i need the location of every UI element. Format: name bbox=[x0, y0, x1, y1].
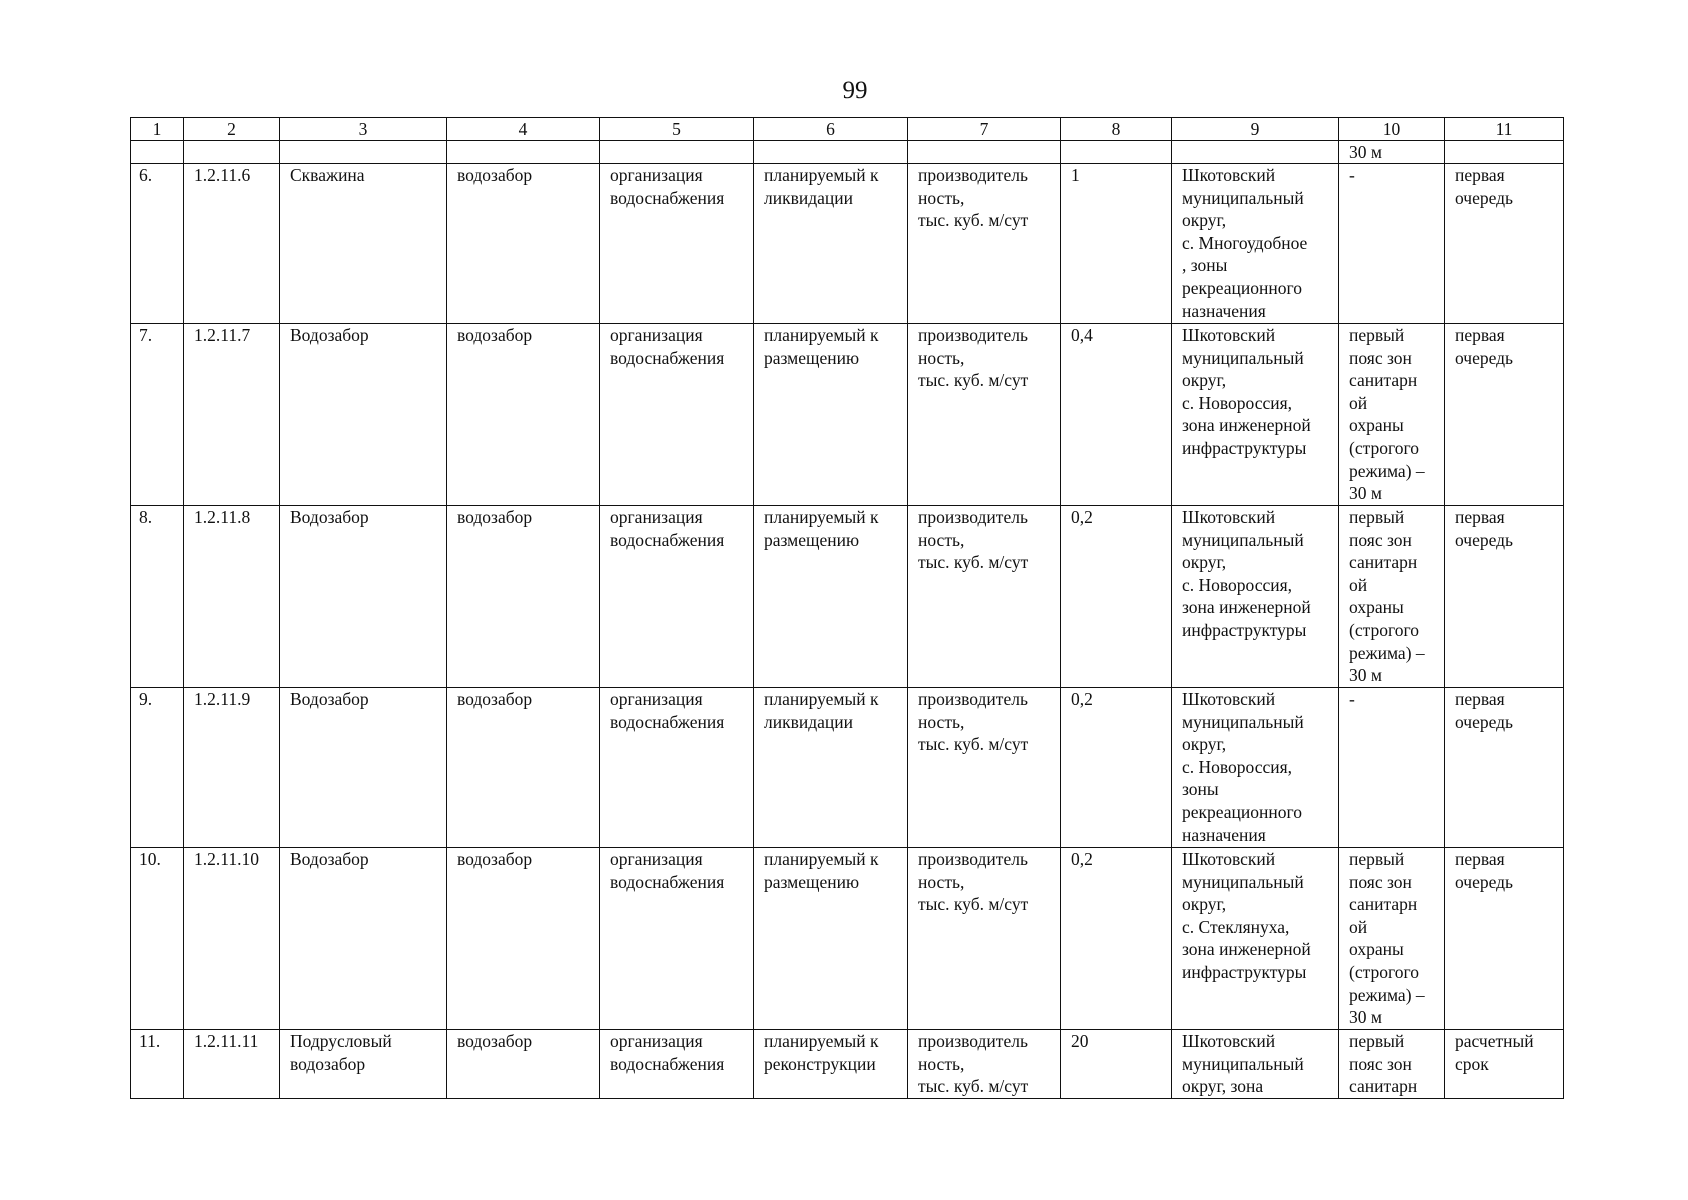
location-cell: Шкотовский муниципальный округ, с. Новороссия, зона инженерной инфраструктуры bbox=[1172, 506, 1339, 688]
object-type-cell: водозабор bbox=[447, 688, 600, 848]
row-number-cell: 8. bbox=[131, 506, 184, 688]
protection-zone-cell: первый пояс зон санитарн ой охраны (строгого режима) – 30 м bbox=[1339, 848, 1445, 1030]
location-cell: Шкотовский муниципальный округ, с. Стеклянуха, зона инженерной инфраструктуры bbox=[1172, 848, 1339, 1030]
characteristic-name-cell: производитель ность, тыс. куб. м/сут bbox=[908, 324, 1061, 506]
continuation-cell bbox=[184, 141, 280, 164]
object-status-cell: планируемый к размещению bbox=[754, 324, 908, 506]
table-row bbox=[131, 324, 1564, 506]
object-status-cell: планируемый к размещению bbox=[754, 506, 908, 688]
location-cell: Шкотовский муниципальный округ, с. Новороссия, зоны рекреационного назначения bbox=[1172, 688, 1339, 848]
object-code-cell: 1.2.11.11 bbox=[184, 1030, 280, 1099]
table-row bbox=[131, 848, 1564, 1030]
protection-zone-cell: - bbox=[1339, 164, 1445, 324]
continuation-cell bbox=[1061, 141, 1172, 164]
protection-zone-cell: первый пояс зон санитарн ой охраны (строгого режима) – 30 м bbox=[1339, 506, 1445, 688]
object-type-cell: водозабор bbox=[447, 324, 600, 506]
characteristic-value-cell: 0,2 bbox=[1061, 688, 1172, 848]
location-cell: Шкотовский муниципальный округ, зона bbox=[1172, 1030, 1339, 1099]
object-code-cell: 1.2.11.6 bbox=[184, 164, 280, 324]
implementation-stage-cell: первая очередь bbox=[1445, 164, 1564, 324]
row-number-cell: 11. bbox=[131, 1030, 184, 1099]
object-status-cell: планируемый к ликвидации bbox=[754, 688, 908, 848]
column-number-cell: 5 bbox=[600, 118, 754, 141]
protection-zone-cell: - bbox=[1339, 688, 1445, 848]
characteristic-value-cell: 20 bbox=[1061, 1030, 1172, 1099]
row-number-cell: 7. bbox=[131, 324, 184, 506]
row-number-cell: 6. bbox=[131, 164, 184, 324]
object-code-cell: 1.2.11.8 bbox=[184, 506, 280, 688]
object-purpose-cell: организация водоснабжения bbox=[600, 1030, 754, 1099]
object-type-cell: водозабор bbox=[447, 1030, 600, 1099]
data-table bbox=[130, 117, 1564, 1099]
object-name-cell: Водозабор bbox=[280, 688, 447, 848]
table-body bbox=[131, 118, 1564, 1099]
location-cell: Шкотовский муниципальный округ, с. Новороссия, зона инженерной инфраструктуры bbox=[1172, 324, 1339, 506]
object-code-cell: 1.2.11.7 bbox=[184, 324, 280, 506]
implementation-stage-cell: расчетный срок bbox=[1445, 1030, 1564, 1099]
characteristic-name-cell: производитель ность, тыс. куб. м/сут bbox=[908, 1030, 1061, 1099]
object-code-cell: 1.2.11.9 bbox=[184, 688, 280, 848]
protection-zone-cell: первый пояс зон санитарн bbox=[1339, 1030, 1445, 1099]
column-number-cell: 3 bbox=[280, 118, 447, 141]
column-number-cell: 10 bbox=[1339, 118, 1445, 141]
column-number-cell: 1 bbox=[131, 118, 184, 141]
object-type-cell: водозабор bbox=[447, 164, 600, 324]
object-status-cell: планируемый к ликвидации bbox=[754, 164, 908, 324]
characteristic-value-cell: 0,2 bbox=[1061, 848, 1172, 1030]
characteristic-name-cell: производитель ность, тыс. куб. м/сут bbox=[908, 506, 1061, 688]
row-number-cell: 10. bbox=[131, 848, 184, 1030]
characteristic-value-cell: 0,4 bbox=[1061, 324, 1172, 506]
column-number-cell: 4 bbox=[447, 118, 600, 141]
column-number-row bbox=[131, 118, 1564, 141]
object-purpose-cell: организация водоснабжения bbox=[600, 506, 754, 688]
object-name-cell: Подрусловый водозабор bbox=[280, 1030, 447, 1099]
column-number-cell: 9 bbox=[1172, 118, 1339, 141]
table-row bbox=[131, 688, 1564, 848]
continuation-cell bbox=[447, 141, 600, 164]
continuation-cell bbox=[908, 141, 1061, 164]
page-number: 99 bbox=[842, 77, 868, 104]
object-name-cell: Скважина bbox=[280, 164, 447, 324]
column-number-cell: 2 bbox=[184, 118, 280, 141]
characteristic-value-cell: 0,2 bbox=[1061, 506, 1172, 688]
object-purpose-cell: организация водоснабжения bbox=[600, 848, 754, 1030]
column-number-cell: 11 bbox=[1445, 118, 1564, 141]
column-number-cell: 8 bbox=[1061, 118, 1172, 141]
row-number-cell: 9. bbox=[131, 688, 184, 848]
object-name-cell: Водозабор bbox=[280, 324, 447, 506]
protection-zone-cell: первый пояс зон санитарн ой охраны (строгого режима) – 30 м bbox=[1339, 324, 1445, 506]
continuation-cell bbox=[600, 141, 754, 164]
continuation-cell bbox=[1172, 141, 1339, 164]
characteristic-name-cell: производитель ность, тыс. куб. м/сут bbox=[908, 688, 1061, 848]
continuation-cell bbox=[280, 141, 447, 164]
table-row bbox=[131, 506, 1564, 688]
continuation-cell bbox=[1445, 141, 1564, 164]
object-status-cell: планируемый к реконструкции bbox=[754, 1030, 908, 1099]
implementation-stage-cell: первая очередь bbox=[1445, 688, 1564, 848]
continuation-cell: 30 м bbox=[1339, 141, 1445, 164]
characteristic-value-cell: 1 bbox=[1061, 164, 1172, 324]
implementation-stage-cell: первая очередь bbox=[1445, 324, 1564, 506]
characteristic-name-cell: производитель ность, тыс. куб. м/сут bbox=[908, 848, 1061, 1030]
continuation-row bbox=[131, 141, 1564, 164]
implementation-stage-cell: первая очередь bbox=[1445, 506, 1564, 688]
table-row bbox=[131, 164, 1564, 324]
object-name-cell: Водозабор bbox=[280, 506, 447, 688]
column-number-cell: 7 bbox=[908, 118, 1061, 141]
object-purpose-cell: организация водоснабжения bbox=[600, 324, 754, 506]
object-code-cell: 1.2.11.10 bbox=[184, 848, 280, 1030]
object-name-cell: Водозабор bbox=[280, 848, 447, 1030]
continuation-cell bbox=[131, 141, 184, 164]
table-row bbox=[131, 1030, 1564, 1099]
object-purpose-cell: организация водоснабжения bbox=[600, 164, 754, 324]
object-purpose-cell: организация водоснабжения bbox=[600, 688, 754, 848]
column-number-cell: 6 bbox=[754, 118, 908, 141]
location-cell: Шкотовский муниципальный округ, с. Многоудобное , зоны рекреационного назначения bbox=[1172, 164, 1339, 324]
object-type-cell: водозабор bbox=[447, 506, 600, 688]
characteristic-name-cell: производитель ность, тыс. куб. м/сут bbox=[908, 164, 1061, 324]
object-status-cell: планируемый к размещению bbox=[754, 848, 908, 1030]
implementation-stage-cell: первая очередь bbox=[1445, 848, 1564, 1030]
continuation-cell bbox=[754, 141, 908, 164]
object-type-cell: водозабор bbox=[447, 848, 600, 1030]
